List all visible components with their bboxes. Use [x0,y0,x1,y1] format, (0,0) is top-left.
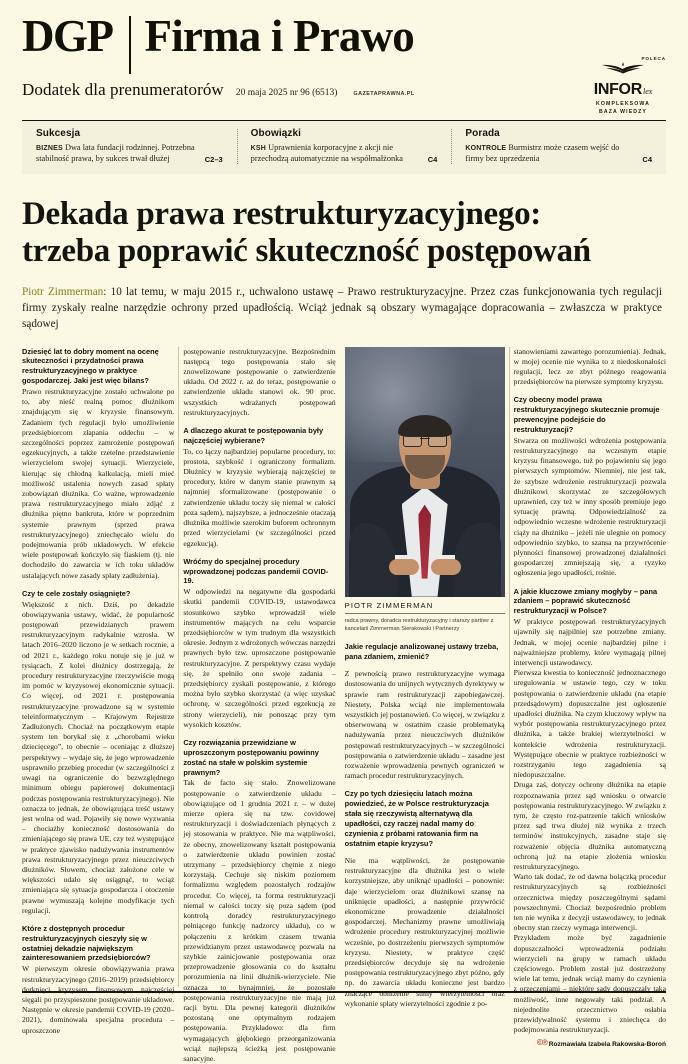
masthead-subline [22,80,415,100]
teaser-item-obowiazki[interactable] [237,128,452,165]
interview-answer: postępowanie restrukturyzacyjne. Bezpośrednim następcą tego postępowania stało się znowelizowane postępowanie o zatwierdzenie układu. Od 2022 r. aż do teraz, postępowanie o zatwierdzenie układu stanowi ok. 90 proc. wszystkich wdrażanych postępowań restrukturyzacyjnych. [183,346,336,417]
partner-suffix: lex [642,87,653,96]
teaser-text [251,142,438,165]
teaser-title: Porada [465,128,500,139]
interview-question: Czy obecny model prawa restrukturyzacyjnego skutecznie promuje prewencyjne podejście do restrukturyzacji? [513,395,660,434]
lead-author-name: Piotr Zimmerman [22,285,104,298]
partner-tagline-line2: BAZA WIEDZY [599,108,647,115]
interview-question: Jakie regulacje analizowanej ustawy trzeba, pana zdaniem, zmienić? [344,641,499,661]
interview-question: A jakie kluczowe zmiany mogłyby – pana zdaniem – poprawić skuteczność restrukturyzacji w Polsce? [513,586,658,616]
brand-logo[interactable]: DGP [22,11,113,61]
end-mark-icon: ©℗ [536,1038,547,1048]
interview-question: Które z dostępnych procedur restrukturyzacyjnych cieszyły się w ostatniej dekadzie największym zainteresowaniem przedsiębiorców? [22,923,151,963]
interview-answer: Tak de facto się stało. Znowelizowane postępowanie o zatwierdzenie układu – obowiązujące od 1 grudnia 2021 r. – w dużej mierze opiera się na tzw. covidowej restrukturyzacji i doświadczeniach płynących z jej stosowania w praktyce. Nie ma wątpliwości, że obecny, znowelizowany kształt postępowania o zatwierdzenie układu powinien zostać utrzymany – przedsiębiorcy chętnie z niego korzystają. Cechuje się niskim poziomem formalizmu względem pozostałych rodzajów procedur. Co więcej, ta forma restrukturyzacji niemal w całości toczy się poza sądem (pod kontrolą doradcy restrukturyzacyjnego pełniącego funkcję nadzorcy układu), co w połączeniu z krótkim czasem trwania przewidzianym przez ustawodawcę pozwala na szybkie zainicjowanie postępowania oraz przeprowadzenie głosowania co do kształtu porozumienia na linii dłużnik-wierzyciele. Nie oznacza to bynajmniej, że pozostałe postępowania restrukturyzacyjne nie mają już racji bytu. Dla pewnej kategorii dłużników pozostaną one optymalnym rodzajem postępowania. Przykładowo: dla firm wymagających głębokiego przeorganizowania wciąż najlepszą ścieżką jest postępowanie sanacyjne. [183,778,336,1063]
photo-caption-description: radca prawny, doradca restrukturyzacyjny i starszy partner z kancelarii Zimmerman Sierakowski i Partnerzy [344,617,494,633]
interview-question: A dlaczego akurat te postępowania były najczęściej wybierane? [183,425,324,445]
teaser-category: KONTROLE [465,145,507,152]
teaser-page-ref[interactable]: C4 [427,154,438,164]
promo-label: POLECA [641,56,666,61]
interview-answer: To, co łączy najbardziej popularne procedury, to: prostota, szybkość i ograniczony formalizm. Dłużnicy w kryzysie wybierają najczęściej te procedury, które w danym stanie prawnym są najmniej sformalizowane (postępowanie o zatwierdzenie układu toczy się niemal w całości poza sądem), najszybsze, a jednocześnie otaczają dłużnika możliwie szerokim buforem ochronnym przed wierzycielami (w szczególności przed egzekucją). [183,446,336,548]
partner-name: INFOR [593,81,642,98]
issue-line: 20 maja 2025 nr 96 (6513) [235,88,338,98]
masthead [22,0,666,118]
interview-answer: Druga zaś, dotyczy ochrony dłużnika na etapie rozpoznawania przez sąd wniosku o otwarcie postępowania restrukturyzacyjnego. W związku z tym, że często roz-patrzenie takich wniosków przez sąd trwa dłużej niż wynika z trzech terminów instrukcyjnych, zasadne staje się rozważenie objęcia dłużnika automatyczną ochroną już na etapie złożenia wniosku restrukturyzacyjnego. [513,780,666,871]
partner-logo-block[interactable] [580,56,666,116]
interview-question: Czy po tych dziesięciu latach można powiedzieć, że w Polsce restrukturyzacja stała się rzeczywistą alternatywą dla upadłości, czy raczej nadal mamy do czynienia z próbami ratowania firm na ostatnim etapie kryzysu? [344,789,489,848]
interview-answer: stanowieniami zawartego porozumienia). Jednak, w mojej ocenie nie wynika to z niedoskonałości regulacji, lecz ze zbyt późnego reagowania przedsiębiorców na pierwsze symptomy kryzysu. [513,346,666,387]
article-column-4 [513,346,666,1049]
teaser-item-sukcesja[interactable] [22,128,237,165]
article-column-2 [183,346,336,1063]
masthead-titles [22,0,666,74]
teaser-title: Sukcesja [36,128,81,139]
eagle-icon [601,62,646,75]
interview-answer: Nie ma wątpliwości, że postępowanie restrukturyzacyjne dla dłużnika jest o wiele korzystniejsze, aby uniknąć upadłości – ponownie: daje wierzycielom oraz dłużnikowi szansę na uniknięcie upadłości, a następnie przywrócić ekonomiczne prowadzenie działalności gospodarczej. Mechanizmy prawne umożliwiają wdrożenie procedury restrukturyzacyjnej możliwie wcześnie, po dostrzeżeniu pierwszych symptomów kryzysu. Niestety, w praktyce część przedsiębiorców decyduje się na wdrożenie postępowania restrukturyzacyjnego zbyt późno, gdy np. do zawarcia układu konieczne jest bardzo znaczące obniżenie sumy wierzytelności oraz wykonanie spłaty wierzytelności zgodnie z po- [344,856,505,1008]
interview-answer: W pierwszym okresie obowiązywania prawa restrukturyzacyjnego (2016–2019) przedsiębiorcy dotknięci kryzysem finansowym najczęściej sięgali po przyspieszone postępowanie układowe. Następnie w okresie pandemii COVID-19 (2020–2021), dominowała specjalna procedura – uproszczone [22,964,175,1035]
teaser-body: Burmistrz może czasem wejść do firmy bez uprzedzenia [465,143,620,164]
teaser-text [465,142,652,165]
masthead-divider [129,16,131,74]
interview-question: Czy te cele zostały osiągnięte? [22,588,131,598]
teaser-title: Obowiązki [250,128,302,139]
interview-answer: Pierwsza kwestia to konieczność jednoznacznego uregulowania w ustawie tego, czy w toku postępowania o zatwierdzenie układu (na etapie przedsądowym) dopuszczalne jest ogłoszenie upadłości dłużnika. Na czym kluczowy wpływ na wybór postępowania restrukturyzacyjnego przez dłużnika, a także brakiej wierzytelności w kontekście wdrożenia restrukturyzacji. Występujące obecnie w praktyce rozbieżności w rozstrzyganiu tego zagadnienia są niedopuszczalne. [513,668,666,780]
article-body [22,346,666,1063]
interview-answer: Stwarza on możliwości wdrożenia postępowania restrukturyzacyjnego na wczesnym etapie kryzysu finansowego, tuż po pojawieniu się jego pierwszych symptomów. Niemniej, nie jest tak, że szybsze wdrożenie restrukturyzacji pozwala dłużnikowi skorzystać ze szczegółowych uprawnień, czy też w inny sposób premiuje jego sytuację prawną. Odpowiedzialność za odpowiednio wczesne wdrożenie restrukturyzacji ciąży na dłużniku – jeżeli nie ulegnie on pomocy odpowiednio szybko, to szansa na przywrócenie płynności finansowej prowadzonej działalności gospodarczej zmniejszają się, a ryzyko ogłoszenia jego upadłości, rośnie. [513,435,666,578]
teaser-body: Uprawnienia korporacyjne z akcji nie przechodzą automatycznie na współmałżonka [250,143,403,164]
interview-question: Dziesięć lat to dobry moment na ocenę skuteczności i przydatności prawa restrukturyzacyjnego w praktyce gospodarczej. Jaki jest więc bilans? [22,346,159,386]
column-separator [509,347,510,987]
headline-line-1: Dekada prawa restrukturyzacyjnego: [22,195,541,232]
article-column-1 [22,346,175,1035]
column-separator [178,347,179,987]
article-lead [22,285,666,333]
teaser-body: Dwa lata fundacji rodzinnej. Potrzebna stabilność prawa, by sukces trwał dłużej [36,143,195,164]
interview-answer: W praktyce postępowań restrukturyzacyjnych ujawniły się najpilniej sze potrzebne zmiany. Jednak, w mojej ocenie najbardziej pilne i najważniejsze problemy, które wymagają pilnej interwencji ustawodawcy. [513,617,666,667]
teaser-category: KSH [250,145,267,152]
interview-answer: Prawo restrukturyzacyjne zostało uchwalone po to, aby nieść realną pomoc dłużnikom znajdującym się w kryzysie finansowym. Zadaniem tych regulacji było umożliwienie przedsiębiorcom złapania oddechu – w szczególności poprzez zamrożenie postępowań egzekucyjnych, a także rzetelne przedstawienie wierzycielom swojej sytuacji. Wierzyciele, kierując się chłodną kalkulacją, mieli mieć możliwość ustalenia nowych zasad spłaty zobowiązań dłużnika. Co ważne, wprowadzenie prawa restrukturyzacyjnego miało zdjąć z dłużnika piętno bankruta, które w poprzednim systemie prawnym (sprzed prawa restrukturyzacyjnego) zniechęcało wielu do podejmowania prób układowych. W efekcie wiele postępowań kończyło się fiaskiem (tj. nie dochodziło do zawarcia w ich toku układów ustalających nowe zasady spłaty zadłużenia). [22,386,175,580]
interview-question: Wróćmy do specjalnej procedury wprowadzonej podczas pandemii COVID-19. [183,556,329,586]
article-signoff [514,1038,666,1048]
interview-question: Czy rozwiązania przewidziane w uproszczonym postępowaniu powinny zostać na stałe w polskim systemie prawnym? [183,738,319,777]
article-photo-column [344,347,505,1008]
interview-answer: Z pewnością prawo restrukturyzacyjne wymaga dostosowania do unijnych wytycznych dyrektywy w sprawie ram restrukturyzacji zapobiegawczej. Niestety, Polska wciąż nie implementowała wszystkich jej postanowień. Co więcej, w związku z obserwowaną w ostatnim czasie problematyką nadużywania przez nieuczciwych dłużników postępowań restrukturyzacyjnych – w szczególności postępowania o zatwierdzenie układu – zasadne jest rozważenie wprowadzenia pewnych ograniczeń w ramach procedur restrukturyzacyjnych. [344,669,505,781]
interview-answer: Warto tak dodać, że od dawna bolączką procedur restrukturyzacyjnych są rozbieżności orzecznictwa między poszczególnymi sądami powszechnymi. Chociaż bezpośrednio problem ten nie wynika z decyzji ustawodawcy, to jednak obecny stan rzeczy wymaga interwencji. [513,872,666,933]
teaser-page-ref[interactable]: C2–3 [204,154,223,164]
teaser-text [36,142,223,165]
article-headline [22,196,666,271]
photo-caption-name: PIOTR ZIMMERMAN [345,597,505,614]
teaser-bar [22,120,666,174]
site-url[interactable]: GAZETAPRAWNA.PL [353,91,415,97]
partner-tagline-line1: KOMPLEKSOWA [596,101,650,107]
supplement-label: Dodatek dla prenumeratorów [22,80,224,99]
interview-answer: Przykładem może być zagadnienie dopuszczalności wprowadzenia podziału wierzycieli na grupy w ramach układu częściowego. Problem został już dostrzeżony wiele lat temu, jednak wciąż mamy do czynienia z orzeczeniami – niektóre sądy dopuszczały taką możliwość, inne negowały taki podział. A niejednolite orzecznictwo osłabia przewidywalność systemu i zniechęca do podejmowania restrukturyzacji. [513,933,666,1035]
signoff-text: Rozmawiała Izabela Rakowska-Boroń [548,1041,666,1049]
teaser-page-ref[interactable]: C4 [642,154,653,164]
section-title: Firma i Prawo [144,11,415,61]
headline-line-2: trzeba poprawić skuteczność postępowań [22,233,591,270]
teaser-item-porada[interactable] [451,128,666,165]
portrait-photo [345,347,505,597]
lead-body: : 10 lat temu, w maju 2015 r., uchwalono ustawę – Prawo restrukturyzacyjne. Przez czas funkcjonowania tych regulacji firmy zyskały realne narzędzie ochrony przed upadłością. Wciąż jednak są obszary wymagające dopracowania – zwłaszcza w praktyce sądowej [22,285,663,330]
interview-answer: Większość z nich. Dziś, po dekadzie obowiązywania ustawy, widać, że popularność postępowań przewidzianych prawem restrukturyzacyjnym radykalnie wzrosła. W latach 2016–2020 liczono je w setkach rocznie, a od 2021 r., każdego roku notuje się je już w tysiącach. Z kolei dłużnicy dostrzegają, że procedury restrukturyzacyjne rzeczywiście mogą im pomóc w kryzysowej ekonomicznie sytuacji. Co więcej, od 2021 r. postępowania restrukturyzacyjne prowadzone są w systemie teleinformatycznym – Krajowym Rejestrze Zadłużonych. Chociaż na początkowym etapie system ten borykał się z „chorobami wieku dziecięcego”, to obecnie – oceniając z dłuższej perspektywy – wydaje się, że jego wprowadzenie usprawniło przebieg procedur (w szczególności z uwagi na ograniczenie do bezwzględnego minimum obiegu papierowej dokumentacji podczas postępowania restrukturyzacyjnego). Nie oznacza to jednak, że obowiązująca treść ustawy jest wolna od wad. Pojawiły się nowe wyzwania – chociażby konieczność dostosowania do zmieniającego się prawa UE, czy też występujące w praktyce zjawisko nadużywania instrumentów prawa restrukturyzacyjnego przez nieuczciwych dłużników. Słowem, chociaż założone cele w większości udało się osiągnąć, to wciąż zmieniająca się sytuacja gospodarcza i otoczenie prawne wymuszają kolejne modyfikacje tych regulacji. [22,599,175,915]
interview-answer: W odpowiedzi na negatywne dla gospodarki skutki pandemii COVID-19, ustawodawca stosunkowo szybko wprowadził wiele instrumentów mających na celu wsparcie przedsiębiorców w tym trudnym dla wszystkich okresie. Jednym z wdrożonych wówczas narzędzi prawnych było tzw. uproszczone postępowanie restrukturyzacyjne. Z perspektywy czasu wydaje się, że spełniło ono swoje zadania – przedsiębiorcy zyskali postępowanie, z którego można było szybko skorzystać (a więc uzyskać ochronę, w szczególności przed egzekucją ze strony wierzycieli), nie ponosząc przy tym wysokich kosztów. [183,587,336,729]
teaser-category: BIZNES [36,145,63,152]
